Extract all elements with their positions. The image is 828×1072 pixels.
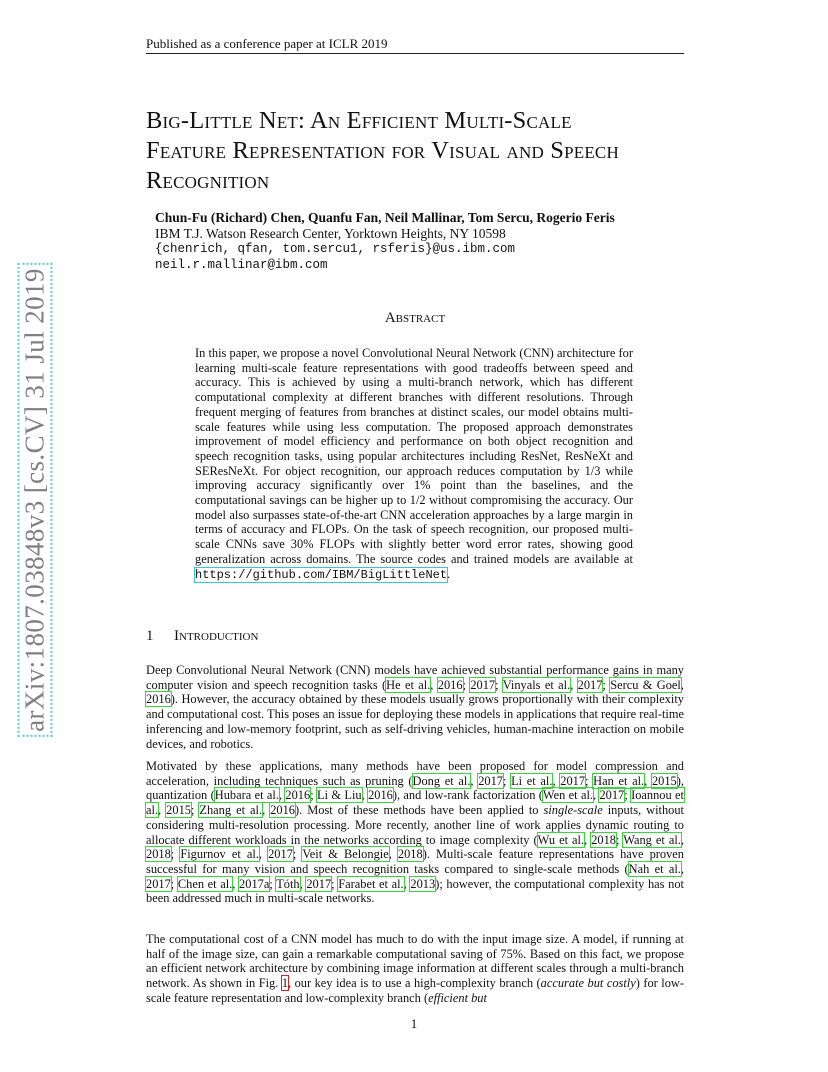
text-span: ,	[388, 847, 398, 862]
text-span: The computational cost of a CNN model has much to do with the input image size. A model, if running at half of the image size, can gain a remarkable computational saving of 75%. Based on this fact, we propose an efficient network architecture by combining image information at different scales through a multi-branch network. As shown in Fig.	[146, 932, 684, 991]
citation-link[interactable]: 2013	[410, 876, 436, 891]
emphasis-text: efficient but	[428, 990, 487, 1005]
text-span: ,	[262, 803, 271, 818]
title-line-1: Big-Little Net: An Efficient Multi-Scale	[146, 107, 572, 134]
citation-link[interactable]: 2017	[560, 773, 586, 788]
text-span: ,	[361, 788, 369, 803]
text-span: ;	[331, 876, 339, 891]
citation-link[interactable]: Li & Liu	[317, 788, 362, 803]
citation-link[interactable]: 2017	[478, 773, 503, 788]
citation-link[interactable]: Chen et al.	[177, 876, 233, 891]
citation-link[interactable]: Dong et al.	[412, 773, 471, 788]
citation-link[interactable]: 2017	[268, 847, 293, 862]
text-span: ,	[158, 803, 167, 818]
citation-link[interactable]: 2017	[146, 876, 171, 891]
text-span: ;	[616, 832, 624, 847]
text-span: ). Most of these methods have been applied to	[295, 803, 544, 818]
text-span: inputs, without considering multi-resolution processing. More recently, another line of work applies dynamic routing to allocate different workloads in the networks according to image complexity (	[146, 803, 684, 847]
institution: IBM T.J. Watson Research Center, Yorktown Heights, NY 10598	[155, 226, 506, 241]
citation-link[interactable]: 2018	[397, 847, 423, 862]
text-span: ;	[170, 876, 178, 891]
text-span: ,	[232, 876, 240, 891]
text-span: ,	[258, 847, 269, 862]
text-span: ;	[170, 847, 181, 862]
text-span: ,	[584, 832, 592, 847]
citation-link[interactable]: Figurnov et al.	[180, 847, 259, 862]
citation-link[interactable]: 2018	[146, 847, 171, 862]
text-span: ,	[593, 788, 600, 803]
text-span: ,	[299, 876, 307, 891]
citation-link[interactable]: Tóth	[276, 876, 300, 891]
text-span: ;	[269, 876, 277, 891]
citation-link[interactable]: Sercu & Goel	[610, 677, 681, 692]
text-span: , our key idea is to use a high-complexity branch (	[288, 976, 541, 991]
citation-link[interactable]: Ioannou et al.	[146, 788, 684, 818]
citation-link[interactable]: 2015	[651, 773, 677, 788]
citation-link[interactable]: 2017	[599, 788, 625, 803]
citation-link[interactable]: Veit & Belongie	[302, 847, 389, 862]
text-span: ,	[430, 677, 438, 692]
text-span: ); however, the computational complexity has not been addressed much in multi-scale networks.	[146, 876, 684, 906]
title-line-2: Feature Representation for Visual and Speech	[146, 137, 619, 164]
citation-link[interactable]: 2016	[285, 788, 311, 803]
email-line-2: neil.r.mallinar@ibm.com	[155, 258, 328, 272]
text-span: ) for low-scale feature representation and low-complexity branch (	[146, 976, 684, 1005]
citation-link[interactable]: 2018	[591, 832, 616, 847]
citation-link[interactable]: 2016	[146, 692, 171, 707]
text-span: ,	[680, 677, 684, 692]
code-link[interactable]: https://github.com/IBM/BigLittleNet	[195, 567, 448, 582]
title-line-3: Recognition	[146, 167, 270, 194]
emphasis-text: accurate but costly	[540, 976, 636, 991]
intro-paragraph-3	[146, 932, 684, 1006]
citation-link[interactable]: 2016	[437, 677, 463, 692]
text-span: ,	[680, 832, 684, 847]
abstract-heading: Abstract	[384, 310, 446, 326]
text-span: ). Multi-scale feature representations have proven successful for many vision and speech recognition tasks compared to single-scale methods (	[146, 847, 684, 876]
text-span: ;	[602, 677, 611, 692]
citation-link[interactable]: Farabet et al.	[338, 876, 404, 891]
citation-link[interactable]: Wen et al.	[542, 788, 593, 803]
text-span: ;	[190, 803, 200, 818]
citation-link[interactable]: Li et al.	[511, 773, 553, 788]
text-span: ,	[552, 773, 561, 788]
text-span: ,	[278, 788, 286, 803]
abstract-end: .	[447, 566, 451, 581]
section-heading	[146, 628, 258, 645]
section-number: 1	[146, 628, 154, 644]
emphasis-text: single-scale	[543, 803, 603, 818]
figure-ref-link[interactable]: 1	[281, 976, 289, 991]
paper-title	[146, 106, 706, 196]
author-list: Chun-Fu (Richard) Chen, Quanfu Fan, Neil Mallinar, Tom Sercu, Rogerio Feris	[155, 210, 615, 225]
text-span: ;	[585, 773, 594, 788]
header-rule	[146, 53, 684, 54]
text-span: ), quantization (	[146, 773, 684, 803]
section-title: Introduction	[174, 628, 259, 644]
intro-paragraph-1	[146, 663, 684, 751]
citation-link[interactable]: 2016	[368, 788, 393, 803]
citation-link[interactable]: He et al.	[386, 677, 431, 692]
citation-link[interactable]: 2016	[270, 803, 295, 818]
intro-paragraph-2	[146, 759, 684, 906]
text-span: ;	[462, 677, 471, 692]
text-span: ;	[310, 788, 317, 803]
text-span: ). However, the accuracy obtained by these models usually grows proportionally with their complexity and computational cost. This poses an issue for deploying these models in applications that require real-time inferencing and low-memory footprint, such as self-driving vehicles, human-machine interaction on mobile devices, and robotics.	[146, 692, 684, 751]
text-span: ;	[624, 788, 632, 803]
text-span: ,	[470, 773, 479, 788]
text-span: ;	[495, 677, 503, 692]
email-line-1: {chenrich, qfan, tom.sercu1, rsferis}@us.ibm.com	[155, 242, 516, 256]
citation-link[interactable]: Vinyals et al.	[502, 677, 571, 692]
citation-link[interactable]: Nah et al.	[628, 861, 681, 876]
abstract-text: In this paper, we propose a novel Convolutional Neural Network (CNN) architecture for learning multi-scale feature representations with good tradeoffs between speed and accuracy. This is achieved by using a multi-branch network, which has different computational complexity at different branches with different resolutions. Through frequent merging of features from branches at distinct scales, our model obtains multi-scale features while using less computation. The proposed approach demonstrates improvement of model efficiency and performance on both object recognition and speech recognition tasks, using popular architectures including ResNet, ResNeXt and SEResNeXt. For object recognition, our approach reduces computation by 1/3 while improving accuracy significantly over 1% point than the baselines, and the computational savings can be higher up to 1/2 without compromising the accuracy. Our model also surpasses state-of-the-art CNN acceleration approaches by a large margin in terms of accuracy and FLOPs. On the task of speech recognition, our proposed multi-scale CNNs save 30% FLOPs with slightly better word error rates, showing good generalization across domains. The source codes and trained models are available at	[195, 346, 633, 566]
text-span: Deep Convolutional Neural Network (CNN) models have achieved substantial performance gains in many computer vision and speech recognition tasks (	[146, 663, 684, 692]
citation-link[interactable]: 2017	[306, 876, 332, 891]
citation-link[interactable]: Hubara et al.	[214, 788, 279, 803]
text-span: ;	[502, 773, 512, 788]
text-span: ,	[570, 677, 578, 692]
citation-link[interactable]: Han et al.	[593, 773, 645, 788]
page-number: 1	[410, 1016, 418, 1031]
arxiv-stamp-link[interactable]: arXiv:1807.03848v3 [cs.CV] 31 Jul 2019	[20, 265, 51, 735]
text-span: ), and low-rank factorization (	[392, 788, 543, 803]
citation-link[interactable]: 2017a	[239, 876, 270, 891]
running-header: Published as a conference paper at ICLR 2019	[146, 36, 388, 51]
citation-link[interactable]: 2017	[577, 677, 603, 692]
citation-link[interactable]: Zhang et al.	[199, 803, 263, 818]
citation-link[interactable]: 2015	[166, 803, 191, 818]
citation-link[interactable]: Wu et al.	[537, 832, 585, 847]
abstract-body	[195, 346, 633, 582]
text-span: ,	[403, 876, 411, 891]
text-span: ;	[292, 847, 303, 862]
text-span: ,	[680, 861, 685, 876]
citation-link[interactable]: Wang et al.	[623, 832, 681, 847]
citation-link[interactable]: 2017	[470, 677, 496, 692]
text-span: Motivated by these applications, many methods have been proposed for model compression and acceleration, including techniques such as pruning (	[146, 759, 684, 788]
text-span: ,	[644, 773, 652, 788]
